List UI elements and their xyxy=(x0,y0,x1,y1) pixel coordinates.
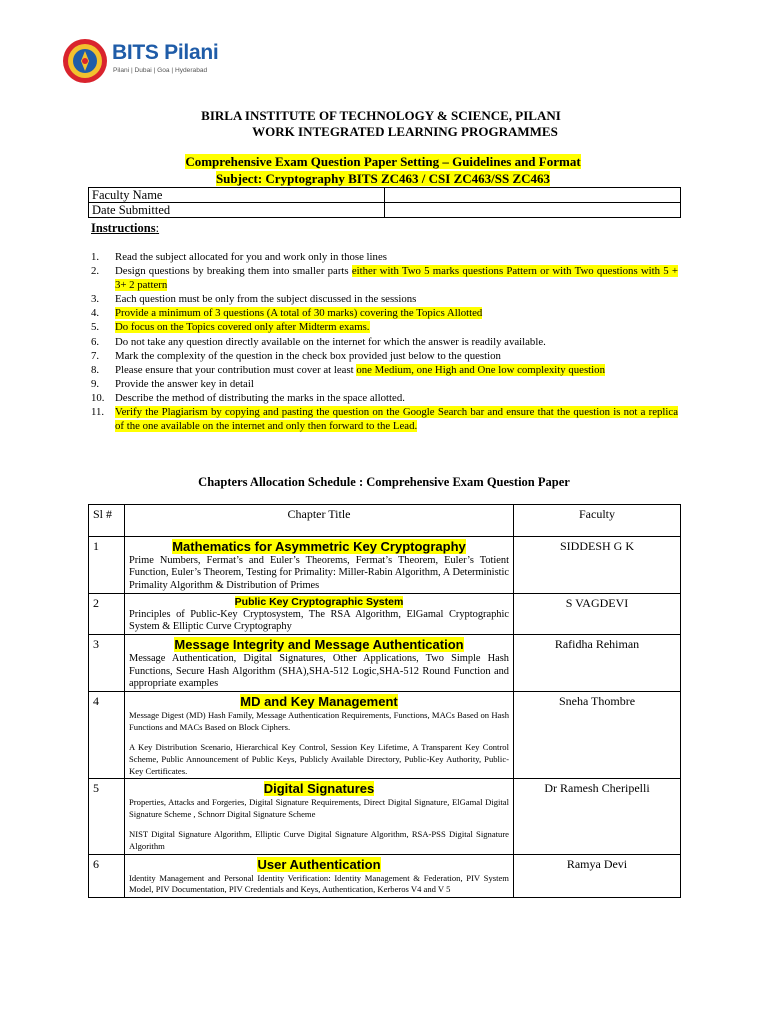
table-row xyxy=(89,203,681,218)
chapter-title-cell xyxy=(125,854,514,898)
instruction-highlight-text: one Medium, one High and One low complexity question xyxy=(356,363,605,376)
instruction-text: Read the subject allocated for you and work only in those lines xyxy=(115,251,387,263)
table-row xyxy=(89,593,681,635)
bits-emblem-icon xyxy=(62,38,108,84)
faculty-name-value[interactable] xyxy=(385,188,681,203)
chapter-sl: 6 xyxy=(89,854,125,898)
table-row xyxy=(89,779,681,854)
chapter-faculty: SIDDESH G K xyxy=(514,537,681,594)
header-faculty: Faculty xyxy=(514,505,681,537)
institute-name: BIRLA INSTITUTE OF TECHNOLOGY & SCIENCE, PILANI xyxy=(201,108,561,123)
instructions-heading: Instructions: xyxy=(91,221,160,235)
instruction-number: 11. xyxy=(91,406,105,419)
logo-name: BITS Pilani xyxy=(112,41,219,64)
instruction-number: 3. xyxy=(91,293,100,306)
chapter-title xyxy=(129,539,509,554)
chapter-sl: 3 xyxy=(89,635,125,692)
paragraph-gap xyxy=(129,734,509,742)
instruction-number: 9. xyxy=(91,377,100,390)
instruction-highlight-text: Do focus on the Topics covered only after Midterm exams. xyxy=(115,321,370,334)
instructions-list xyxy=(91,250,678,433)
faculty-info-table xyxy=(88,187,681,218)
instruction-item xyxy=(91,335,678,349)
chapter-title-text: Public Key Cryptographic System xyxy=(234,595,404,608)
chapter-description: Prime Numbers, Fermat’s and Euler’s Theorems, Fermat’s Theorem, Euler’s Totient Function, Euler’s Theorem, Testing for Primality: Miller-Rabin Algorithm, A Deterministic Primality Algorithm & Distribution of Primes xyxy=(129,555,509,591)
chapter-title xyxy=(129,637,509,652)
programme-name: WORK INTEGRATED LEARNING PROGRAMMES xyxy=(252,124,558,139)
chapter-faculty: Ramya Devi xyxy=(514,854,681,898)
chapter-title xyxy=(129,857,509,872)
chapter-title-cell xyxy=(125,779,514,854)
instruction-item xyxy=(91,363,678,377)
chapter-faculty: S VAGDEVI xyxy=(514,593,681,635)
instruction-item xyxy=(91,391,678,405)
date-submitted-value[interactable] xyxy=(385,203,681,218)
instruction-text: Please ensure that your contribution must cover at least xyxy=(115,363,357,376)
instruction-number: 2. xyxy=(91,265,100,278)
chapter-faculty: Dr Ramesh Cheripelli xyxy=(514,779,681,854)
instruction-item xyxy=(91,250,678,264)
chapter-title-cell xyxy=(125,692,514,779)
instruction-highlight-text: Verify the Plagiarism by copying and pasting the question on the Google Search bar and ensure that the question is not a replica of the one available on the internet and only then forward to the Lead. xyxy=(115,406,678,433)
table-header-row xyxy=(89,505,681,537)
instruction-highlight-text: Provide a minimum of 3 questions (A total of 30 marks) covering the Topics Allotted xyxy=(115,307,483,320)
chapter-faculty: Sneha Thombre xyxy=(514,692,681,779)
instruction-number: 1. xyxy=(91,251,100,263)
chapter-description: Message Authentication, Digital Signatures, Other Applications, Two Simple Hash Functions, Secure Hash Algorithm (SHA),SHA-512 Logic,SHA-512 Round Function and appropriate examples xyxy=(129,653,509,690)
instruction-number: 8. xyxy=(91,363,100,376)
header-sl: Sl # xyxy=(89,505,125,537)
instruction-highlight-text: either with Two 5 marks questions Pattern or with Two questions with 5 + 3+ 2 pattern xyxy=(115,265,678,292)
chapter-title-text: Mathematics for Asymmetric Key Cryptography xyxy=(172,539,466,554)
instruction-text: Provide the answer key in detail xyxy=(115,377,254,390)
instruction-number: 5. xyxy=(91,321,100,334)
chapter-sl: 1 xyxy=(89,537,125,594)
instruction-number: 4. xyxy=(91,307,100,320)
chapter-faculty: Rafidha Rehiman xyxy=(514,635,681,692)
chapter-title xyxy=(129,596,509,608)
faculty-name-label: Faculty Name xyxy=(89,188,385,203)
table-row xyxy=(89,537,681,594)
chapter-description: Properties, Attacks and Forgeries, Digital Signature Requirements, Direct Digital Signature, ElGamal Digital Signature Scheme , Schnorr Digital Signature Scheme xyxy=(129,797,509,820)
document-title: Comprehensive Exam Question Paper Setting – Guidelines and Format xyxy=(185,154,581,169)
chapter-description-extra: NIST Digital Signature Algorithm, Elliptic Curve Digital Signature Algorithm, RSA-PSS Digital Signature Algorithm xyxy=(129,828,509,851)
chapter-sl: 4 xyxy=(89,692,125,779)
instruction-text: Describe the method of distributing the marks in the space allotted. xyxy=(115,391,405,404)
table-row xyxy=(89,854,681,898)
bits-pilani-logo xyxy=(62,38,262,84)
instruction-text: Do not take any question directly available on the internet for which the answer is readily available. xyxy=(115,335,546,348)
instruction-item xyxy=(91,377,678,391)
chapter-title-text: MD and Key Management xyxy=(240,694,398,710)
instruction-item xyxy=(91,306,678,320)
chapter-description: Identity Management and Personal Identity Verification: Identity Management & Federation, PIV System Model, PIV Documentation, PIV Credentials and Keys, Authentication, Kerberos V4 and V 5 xyxy=(129,872,509,895)
chapter-title-cell xyxy=(125,537,514,594)
chapter-description-extra: A Key Distribution Scenario, Hierarchical Key Control, Session Key Lifetime, A Transparent Key Control Scheme, Public Announcement of Public Keys, Publicly Available Directory, Public-Key Authority, Public-Key Certificates. xyxy=(129,741,509,776)
date-submitted-label: Date Submitted xyxy=(89,203,385,218)
chapters-table xyxy=(88,504,681,898)
instruction-number: 10. xyxy=(91,391,105,404)
chapter-title-text: Message Integrity and Message Authentication xyxy=(174,637,464,653)
table-row xyxy=(89,188,681,203)
chapter-title xyxy=(129,694,509,709)
instruction-number: 7. xyxy=(91,349,100,362)
instruction-item xyxy=(91,292,678,306)
chapter-description: Principles of Public-Key Cryptosystem, The RSA Algorithm, ElGamal Cryptographic System & Elliptic Curve Cryptography xyxy=(129,608,509,633)
instruction-item xyxy=(91,405,678,433)
chapter-description: Message Digest (MD) Hash Family, Message Authentication Requirements, Functions, MACs Based on Hash Functions and MACs Based on Block Ciphers. xyxy=(129,710,509,733)
subject-line: Subject: Cryptography BITS ZC463 / CSI ZC463/SS ZC463 xyxy=(215,171,551,186)
instruction-item xyxy=(91,264,678,292)
header-chapter-title: Chapter Title xyxy=(125,505,514,537)
chapter-sl: 5 xyxy=(89,779,125,854)
chapter-title-cell xyxy=(125,593,514,635)
chapters-heading: Chapters Allocation Schedule : Comprehensive Exam Question Paper xyxy=(198,475,570,489)
logo-subtitle: Pilani | Dubai | Goa | Hyderabad xyxy=(113,67,208,74)
instruction-text: Design questions by breaking them into smaller parts xyxy=(115,265,352,278)
chapter-sl: 2 xyxy=(89,593,125,635)
chapter-title xyxy=(129,781,509,796)
chapter-title-text: Digital Signatures xyxy=(263,781,375,797)
chapter-title-cell xyxy=(125,635,514,692)
instruction-number: 6. xyxy=(91,335,100,348)
instruction-item xyxy=(91,320,678,334)
instruction-text: Each question must be only from the subject discussed in the sessions xyxy=(115,293,417,306)
paragraph-gap xyxy=(129,821,509,829)
table-row xyxy=(89,635,681,692)
instruction-item xyxy=(91,349,678,363)
chapter-title-text: User Authentication xyxy=(257,856,381,872)
instruction-text: Mark the complexity of the question in the check box provided just below to the question xyxy=(115,349,501,362)
table-row xyxy=(89,692,681,779)
